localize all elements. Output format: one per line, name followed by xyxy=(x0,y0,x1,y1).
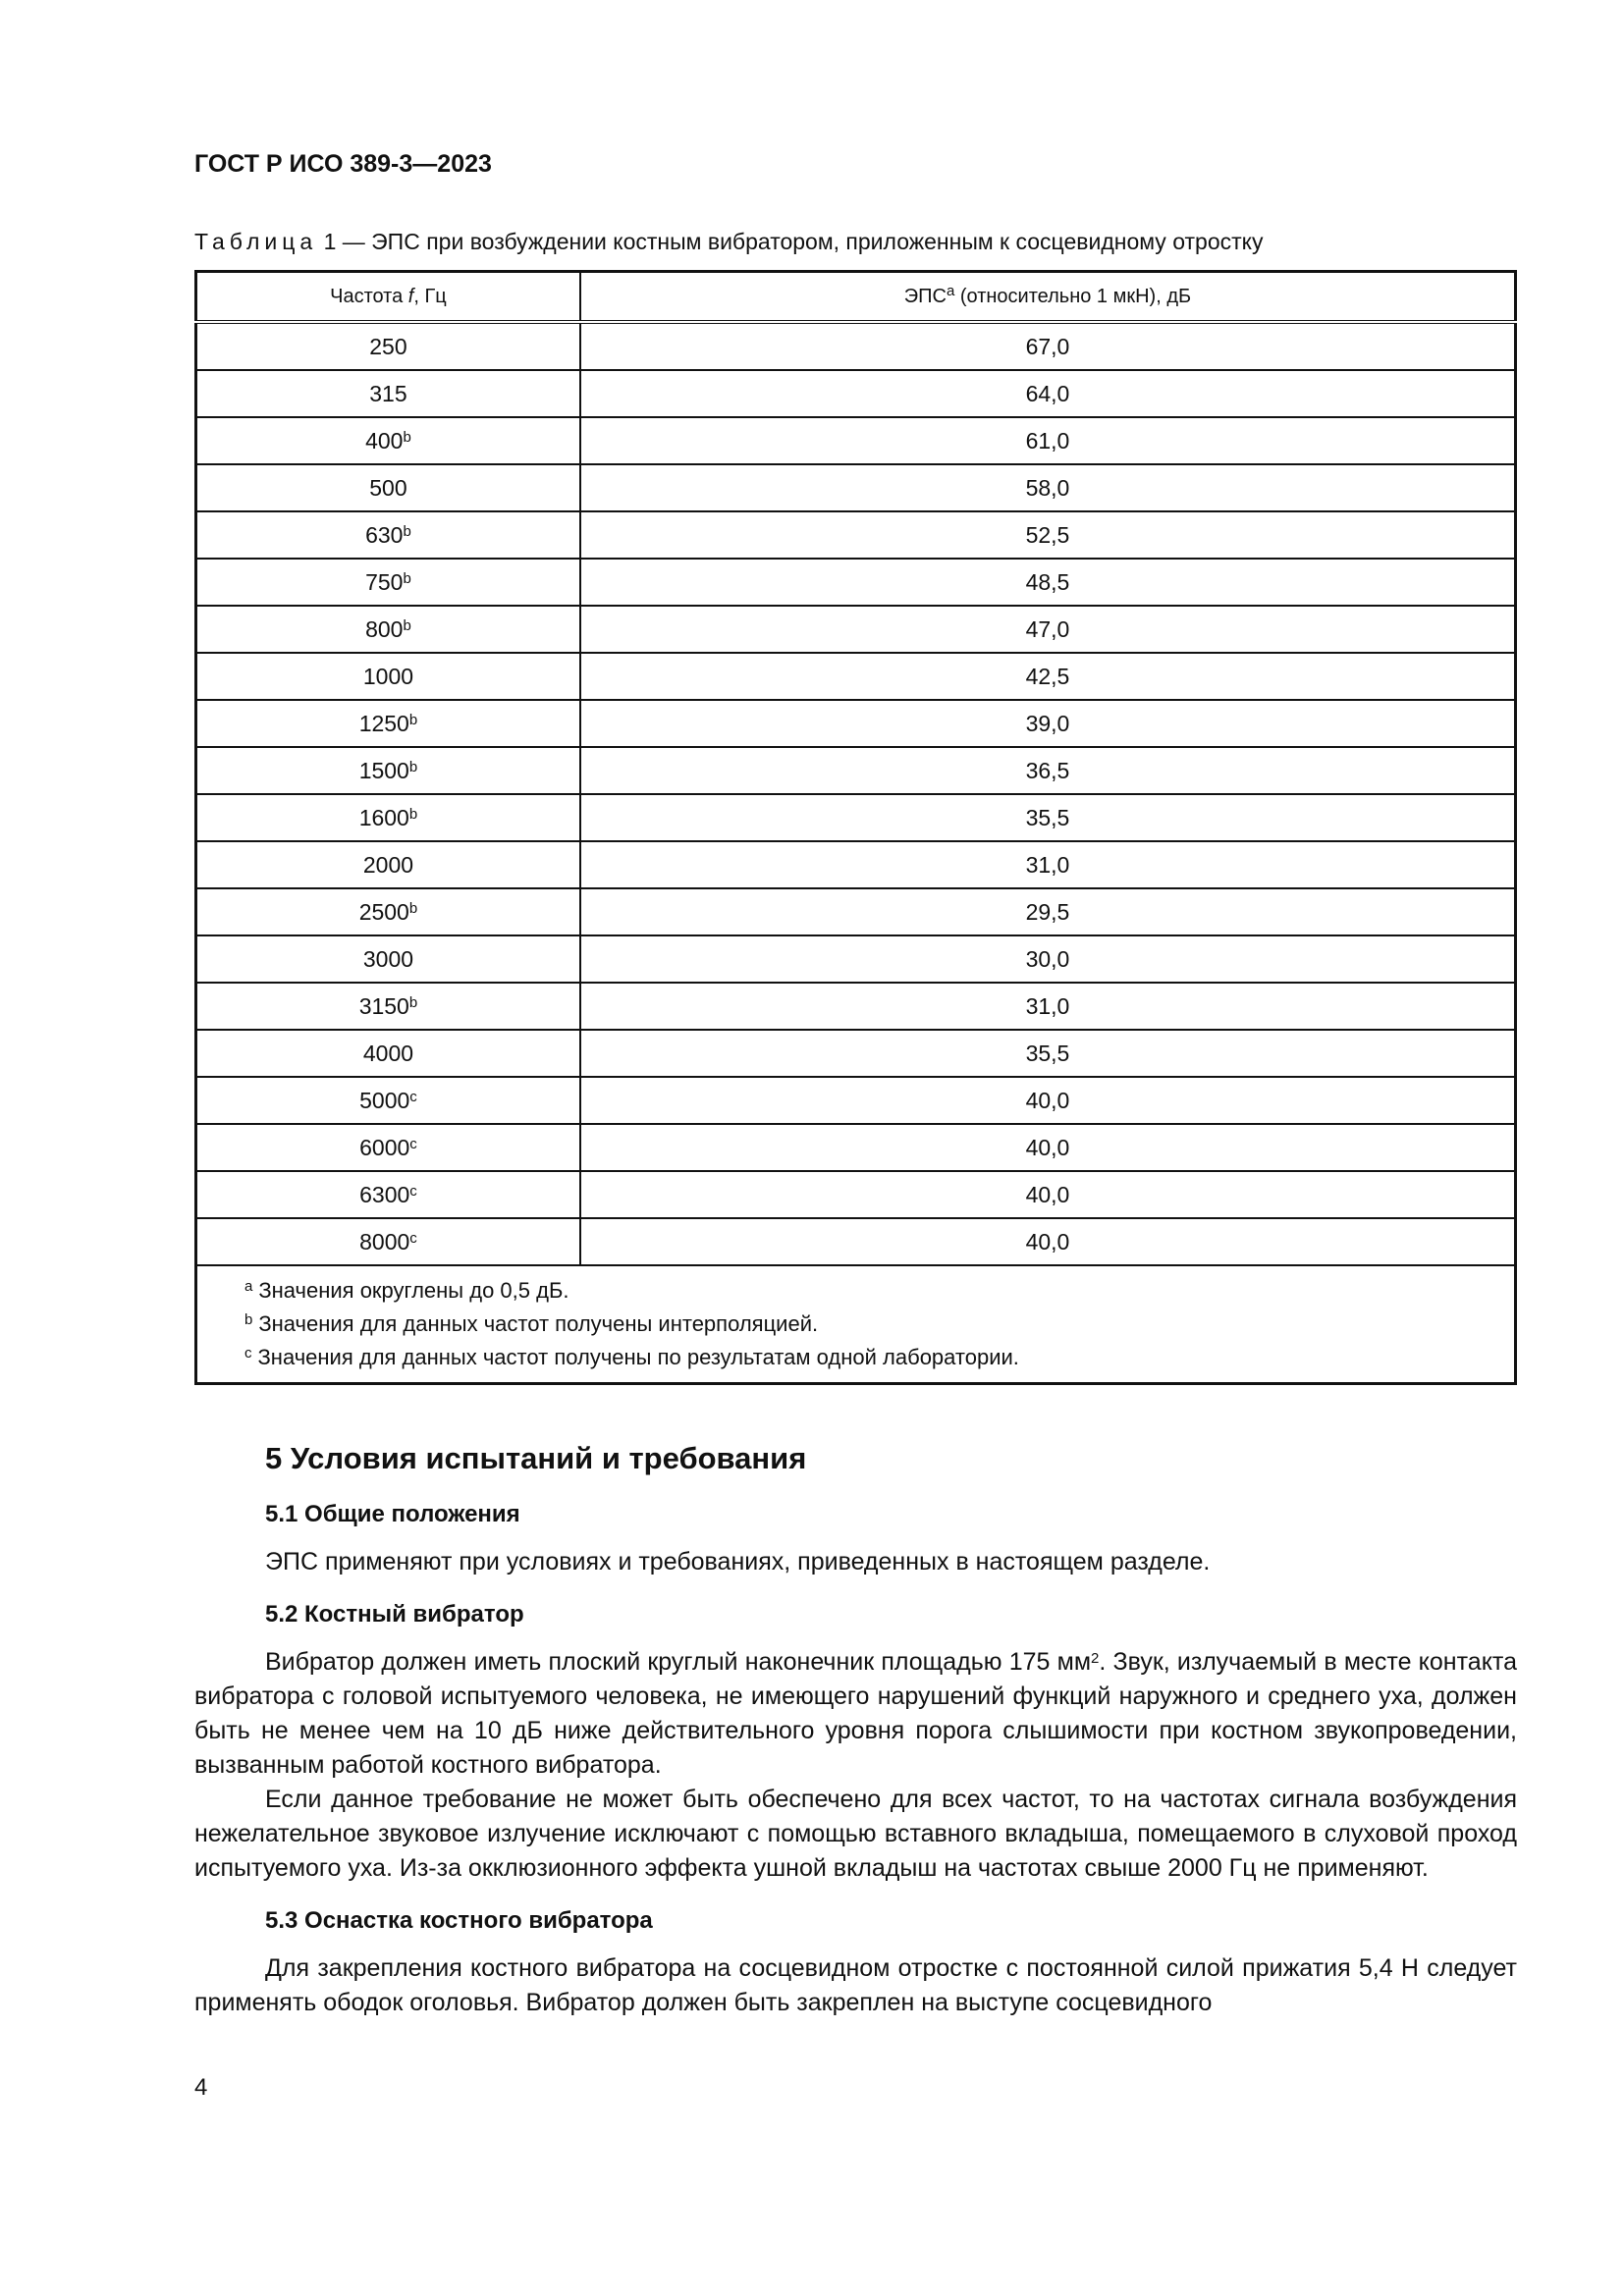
rets-cell: 35,5 xyxy=(580,1030,1516,1077)
column-header-rets: ЭПС$^a$ (относительно 1 мкН), дБ xyxy=(580,272,1516,323)
table-row xyxy=(196,370,1516,417)
rets-cell: 40,0 xyxy=(580,1218,1516,1265)
column-header-frequency: Частота f, Гц xyxy=(196,272,580,323)
frequency-cell: 6300$^c$ xyxy=(196,1171,580,1218)
table-row xyxy=(196,511,1516,559)
frequency-cell: 1500$^b$ xyxy=(196,747,580,794)
rets-cell: 61,0 xyxy=(580,417,1516,464)
frequency-cell: 1600$^b$ xyxy=(196,794,580,841)
subsection-5-3-title: 5.3 Оснастка костного вибратора xyxy=(265,1907,653,1934)
footnote: $^b$ Значения для данных частот получены интерполяцией. xyxy=(244,1311,819,1336)
frequency-cell: 750$^b$ xyxy=(196,559,580,606)
table-row xyxy=(196,559,1516,606)
table-row xyxy=(196,1218,1516,1265)
table-row xyxy=(196,1171,1516,1218)
frequency-cell: 2000 xyxy=(196,841,580,888)
frequency-cell: 500 xyxy=(196,464,580,511)
rets-cell: 40,0 xyxy=(580,1124,1516,1171)
table-row xyxy=(196,888,1516,935)
frequency-cell: 8000$^c$ xyxy=(196,1218,580,1265)
paragraph: Для закрепления костного вибратора на сосцевидном отростке с постоянной силой прижатия 5,4 Н следует применять ободок оголовья. Вибратор должен быть закреплен на выступе сосцевидного xyxy=(194,1954,1517,2016)
rets-cell: 47,0 xyxy=(580,606,1516,653)
rets-cell: 29,5 xyxy=(580,888,1516,935)
frequency-cell: 630$^b$ xyxy=(196,511,580,559)
frequency-cell: 800$^b$ xyxy=(196,606,580,653)
footnote: $^a$ Значения округлены до 0,5 дБ. xyxy=(244,1278,569,1303)
table-row xyxy=(196,1124,1516,1171)
frequency-cell: 4000 xyxy=(196,1030,580,1077)
rets-cell: 39,0 xyxy=(580,700,1516,747)
table-row xyxy=(196,841,1516,888)
rets-cell: 67,0 xyxy=(580,322,1516,370)
table-row xyxy=(196,653,1516,700)
caption-label: Таблица xyxy=(194,229,318,254)
rets-cell: 52,5 xyxy=(580,511,1516,559)
table-row xyxy=(196,417,1516,464)
table-row xyxy=(196,322,1516,370)
frequency-cell: 3150$^b$ xyxy=(196,983,580,1030)
table-row xyxy=(196,1030,1516,1077)
paragraph: Если данное требование не может быть обеспечено для всех частот, то на частотах сигнала возбуждения нежелательное звуковое излучение исключают с помощью вставного вкладыша, помещаемого в слуховой проход испытуемого уха. Из-за окклюзионного эффекта ушной вкладыш на частотах свыше 2000 Гц не применяют. xyxy=(194,1786,1517,1882)
rets-cell: 40,0 xyxy=(580,1077,1516,1124)
table-footnotes xyxy=(196,1265,1516,1384)
section-5 xyxy=(194,1441,1517,2038)
frequency-cell: 250 xyxy=(196,322,580,370)
footnote: $^c$ Значения для данных частот получены по результатам одной лаборатории. xyxy=(244,1345,1019,1369)
rets-cell: 48,5 xyxy=(580,559,1516,606)
table-row xyxy=(196,747,1516,794)
rets-cell: 30,0 xyxy=(580,935,1516,983)
table-row xyxy=(196,983,1516,1030)
table-row xyxy=(196,794,1516,841)
data-table xyxy=(194,270,1517,1385)
rets-cell: 58,0 xyxy=(580,464,1516,511)
table-caption xyxy=(194,229,1263,255)
table-row xyxy=(196,1077,1516,1124)
frequency-cell: 1250$^b$ xyxy=(196,700,580,747)
frequency-cell: 2500$^b$ xyxy=(196,888,580,935)
frequency-cell: 5000$^c$ xyxy=(196,1077,580,1124)
frequency-cell: 3000 xyxy=(196,935,580,983)
rets-cell: 42,5 xyxy=(580,653,1516,700)
subsection-5-1-title: 5.1 Общие положения xyxy=(265,1501,520,1527)
frequency-cell: 6000$^c$ xyxy=(196,1124,580,1171)
rets-cell: 35,5 xyxy=(580,794,1516,841)
rets-cell: 31,0 xyxy=(580,983,1516,1030)
caption-text: 1 — ЭПС при возбуждении костным вибратором, приложенным к сосцевидному отростку xyxy=(323,229,1264,254)
table-header-row xyxy=(196,272,1516,323)
rets-cell: 40,0 xyxy=(580,1171,1516,1218)
subsection-5-2-title: 5.2 Костный вибратор xyxy=(265,1601,524,1628)
document-header: ГОСТ Р ИСО 389-3—2023 xyxy=(194,150,492,178)
frequency-cell: 1000 xyxy=(196,653,580,700)
table-row xyxy=(196,700,1516,747)
rets-cell: 36,5 xyxy=(580,747,1516,794)
section-title: 5 Условия испытаний и требования xyxy=(265,1441,807,1475)
table-row xyxy=(196,935,1516,983)
table-row xyxy=(196,606,1516,653)
rets-cell: 31,0 xyxy=(580,841,1516,888)
paragraph: ЭПС применяют при условиях и требованиях, приведенных в настоящем разделе. xyxy=(265,1548,1211,1575)
rets-cell: 64,0 xyxy=(580,370,1516,417)
frequency-cell: 400$^b$ xyxy=(196,417,580,464)
table-row xyxy=(196,464,1516,511)
paragraph: Вибратор должен иметь плоский круглый наконечник площадью 175 $мм^2$. Звук, излучаемый в месте контакта вибратора с головой испытуемого человека, не имеющего нарушений функций наружного и среднего уха, должен быть не менее чем на 10 дБ ниже действительного уровня порога слышимости при костном звукопроведении, вызванным работой костного вибратора. xyxy=(194,1648,1517,1779)
page-number: 4 xyxy=(194,2074,208,2101)
frequency-cell: 315 xyxy=(196,370,580,417)
